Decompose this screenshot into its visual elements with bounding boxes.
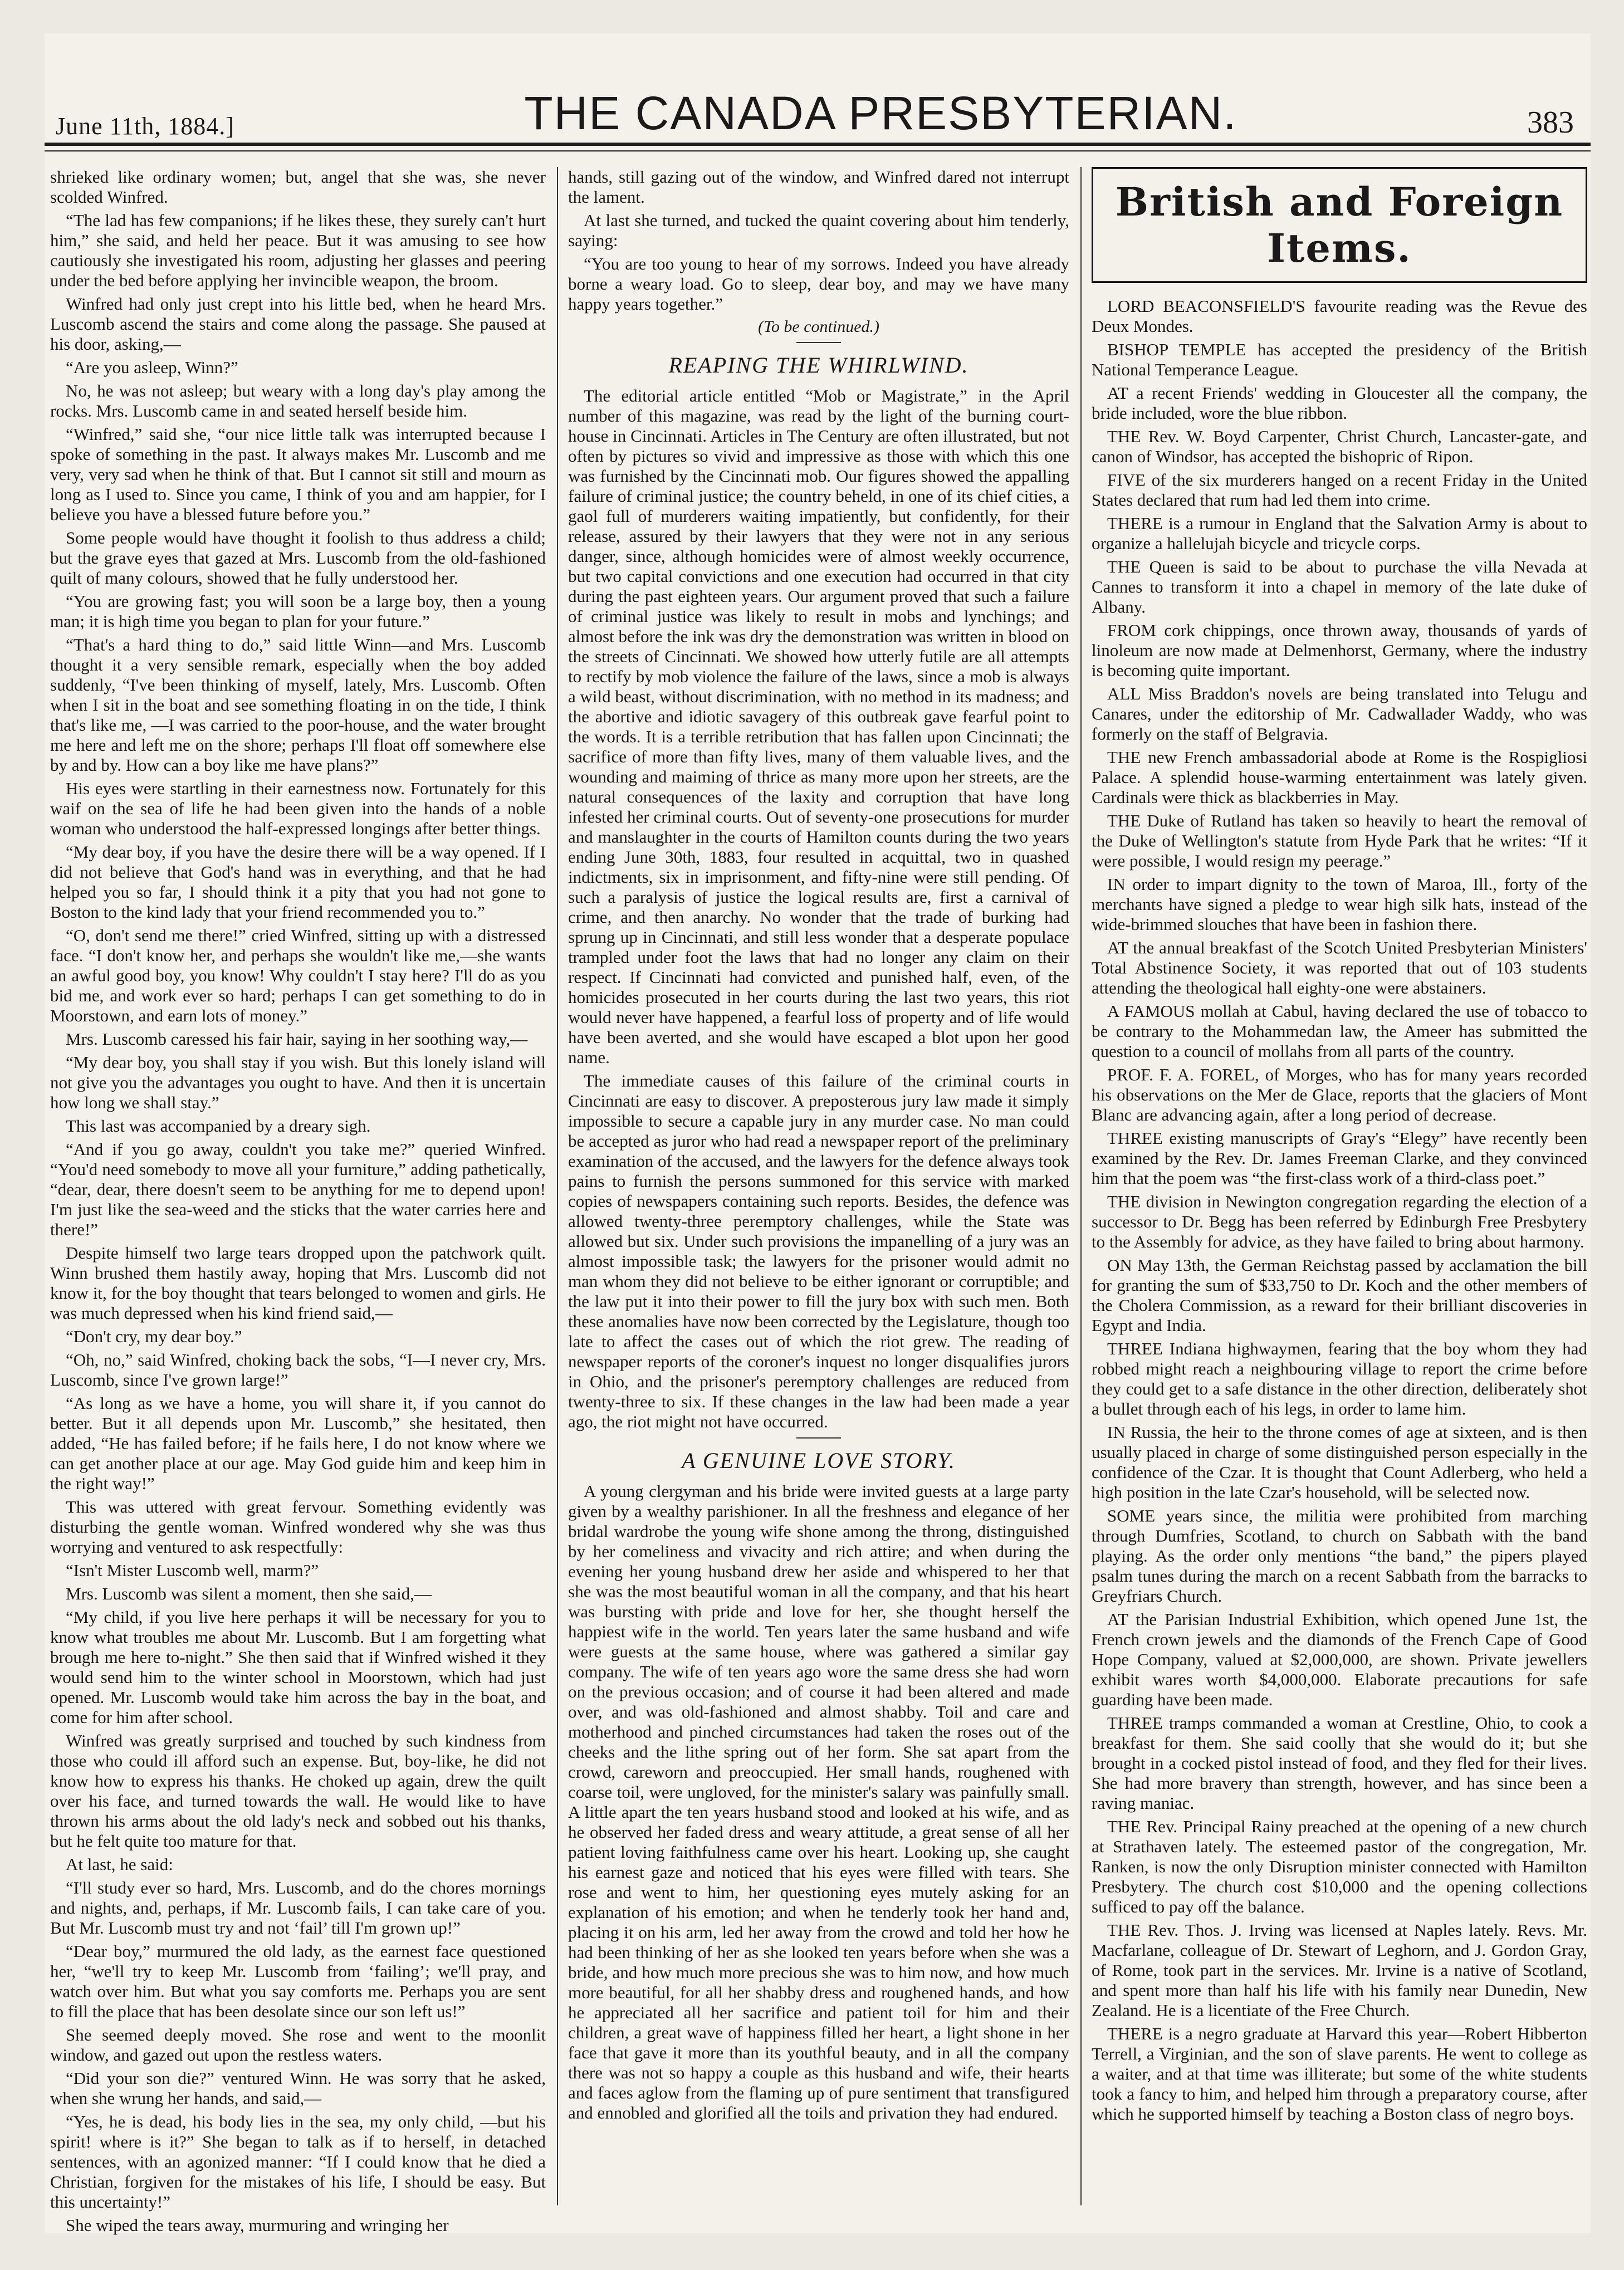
- paragraph: “Are you asleep, Winn?”: [66, 358, 238, 377]
- paragraph: “You are too young to hear of my sorrows. Indeed you have already borne a weary load. Go to sleep, dear boy, and may we have many happy years together.”: [568, 254, 1069, 314]
- paragraph: IN Russia, the heir to the throne comes of age at sixteen, and is then usually placed in charge of some distinguished person especially in the confidence of the Czar. It is thought that Count Adlerberg, who held a high position in the late Czar's household, will be selected now.: [1092, 1422, 1587, 1502]
- paragraph: AT the annual breakfast of the Scotch United Presbyterian Ministers' Total Abstinence Society, it was reported that out of 103 students attending the theological hall eighty-one were abstainers.: [1092, 938, 1587, 997]
- paragraph: THERE is a rumour in England that the Salvation Army is about to organize a hallelujah bicycle and tricycle corps.: [1092, 513, 1587, 553]
- paragraph: THREE tramps commanded a woman at Crestline, Ohio, to cook a breakfast for them. She said coolly that she would do it; but she brought in a cocked pistol instead of food, and they fled for their lives. She had more bravery than strength, however, and has since been a raving maniac.: [1092, 1713, 1587, 1813]
- paragraph: “And if you go away, couldn't you take me?” queried Winfred. “You'd need somebody to move all your furniture,” adding pathetically, “dear, dear, there doesn't seem to be anything for me to depend upon! I'm just like the sea-weed and the sticks that the water carries here and there!”: [50, 1139, 546, 1239]
- paragraph: THE Duke of Rutland has taken so heavily to heart the removal of the Duke of Wellington's statute from Hyde Park that he writes: “If it were possible, I would resign my peerage.”: [1092, 811, 1587, 870]
- paragraph: A young clergyman and his bride were invited guests at a large party given by a wealthy parishioner. In all the freshness and elegance of her bridal wardrobe the young wife shone among the throng, distinguished by her comeliness and vivacity and rich attire; and when during the evening her young husband drew her aside and whispered to her that she was the most beautiful woman in all the company, and that his heart was bursting with pride and love for her, she thought herself the happiest wife in the world. Ten years later the same husband and wife were guests at the same house, where was gathered a similar gay company. The wife of ten years ago wore the same dress she had worn on the previous occasion; and of course it had been altered and made over, and was old-fashioned and almost shabby. Toil and care and motherhood and pinched circumstances had taken the roses out of the cheeks and the lithe spring out of her form. She sat apart from the crowd, careworn and preoccupied. Her small hands, roughened with coarse toil, were ungloved, for the minister's salary was painfully small. A little apart the ten years husband stood and looked at his wife, and as he observed her faded dress and weary attitude, a great sense of all her patient loving faithfulness came over his heart. Looking up, she caught his earnest gaze and noticed that his eyes were filled with tears. She rose and went to him, her questioning eyes mutely asking for an explanation of his emotion; and when he tenderly took her hand and, placing it on his arm, led her away from the crowd and told her how he had been thinking of her as she looked ten years before when she was a bride, and how much more precious she was to him now, and how much more beautiful, for all her shabby dress and roughened hands, and how he appreciated all her sacrifice and patient toil for him and their children, a great wave of happiness filled her heart, a light shone in her face that gave it more than its youthful beauty, and in all the company there was not so happy a couple as this husband and wife, their hearts and faces aglow from the flaming up of pure sentiment that transfigured and ennobled and glorified all the toils and privation they had endured.: [568, 1481, 1069, 2122]
- paragraph: The immediate causes of this failure of the criminal courts in Cincinnati are easy to discover. A preposterous jury law made it simply impossible to secure a capable jury in any murder case. No man could be accepted as juror who had read a newspaper report of the preliminary examination of the accused, and the lawyers for the defence always took pains to furnish the persons summoned for this service with marked copies of newspapers containing such reports. Besides, the defence was allowed twenty-three peremptory challenges, while the State was allowed but six. Under such provisions the impanelling of a jury was an almost impossible task; the lawyers for the prisoner would admit no man whom they did not believe to be either ignorant or corruptible; and the law put it into their power to fill the jury box with such men. Both these anomalies have now been corrected by the Legislature, though too late to affect the cases out of which the riot grew. The reading of newspaper reports of the coroner's inquest no longer disqualifies jurors in Ohio, and the prisoner's peremptory challenges are reduced from twenty-three to six. If these changes in the law had been made a year ago, the riot might not have occurred.: [568, 1071, 1069, 1431]
- header-rule-thin: [45, 150, 1591, 151]
- paragraph: “Don't cry, my dear boy.”: [66, 1327, 242, 1346]
- paragraph: His eyes were startling in their earnestness now. Fortunately for this waif on the sea of life he had been given into the hands of a noble woman who understood the half-expressed longings after better things.: [50, 779, 546, 838]
- paragraph: AT a recent Friends' wedding in Gloucester all the company, the bride included, wore the blue ribbon.: [1092, 383, 1587, 423]
- paragraph: THE Queen is said to be about to purchase the villa Nevada at Cannes to transform it into a chapel in memory of the late duke of Albany.: [1092, 557, 1587, 617]
- paragraph: “That's a hard thing to do,” said little Winn—and Mrs. Luscomb thought it a very sensible remark, especially when the boy added suddenly, “I've been thinking of myself, lately, Mrs. Luscomb. Often when I sit in the boat and see something floating in on the tide, I think that's like me, —I was carried to the poor-house, and the water brought me here and left me on the shore; perhaps I'll float off somewhere else by and by. How can a boy like me have plans?”: [50, 635, 546, 775]
- paragraph: PROF. F. A. FOREL, of Morges, who has for many years recorded his observations on the Mer de Glace, reports that the glaciers of Mont Blanc are advancing again, after a long period of decrease.: [1092, 1065, 1587, 1124]
- paragraph: THE division in Newington congregation regarding the election of a successor to Dr. Begg has been referred by Edinburgh Free Presbytery to the Assembly for advice, as they have failed to bring about harmony.: [1092, 1192, 1587, 1251]
- paragraph: This last was accompanied by a dreary sigh.: [66, 1116, 371, 1136]
- news-items-list: [1092, 296, 1587, 2124]
- paragraph: IN order to impart dignity to the town of Maroa, Ill., forty of the merchants have signed a pledge to wear high silk hats, instead of the wide-brimmed slouches that have been in fashion there.: [1092, 874, 1587, 934]
- paragraph: FIVE of the six murderers hanged on a recent Friday in the United States declared that rum had led them into crime.: [1092, 470, 1587, 510]
- paragraph: FROM cork chippings, once thrown away, thousands of yards of linoleum are now made at Delmenhorst, Germany, where the industry is becoming quite important.: [1092, 620, 1587, 680]
- paragraph: “My child, if you live here perhaps it will be necessary for you to know what troubles me about Mr. Luscomb. But I am forgetting what brough me here to-night.” She then said that if Winfred wished it they would send him to the winter school in Moorstown, which had just opened. Mr. Luscomb would take him across the bay in the boat, and come for him after school.: [50, 1607, 546, 1727]
- header-rule: [45, 143, 1591, 146]
- serial-story-end: [568, 167, 1069, 314]
- column-left-story: [50, 167, 546, 2235]
- paragraph: SOME years since, the militia were prohibited from marching through Dumfries, Scotland, to church on Sabbath with the band playing. As the order only mentions “the band,” the pipers played psalm tunes during the march on a recent Sabbath from the barracks to Greyfriars Church.: [1092, 1506, 1587, 1606]
- section-banner: British and Foreign Items.: [1092, 167, 1587, 283]
- paragraph: Mrs. Luscomb was silent a moment, then she said,—: [66, 1584, 432, 1603]
- column-middle: [568, 167, 1069, 2205]
- column-right-items: [1092, 167, 1587, 2205]
- paragraph: “Oh, no,” said Winfred, choking back the sobs, “I—I never cry, Mrs. Luscomb, since I've grown large!”: [50, 1350, 546, 1390]
- paragraph: The editorial article entitled “Mob or Magistrate,” in the April number of this magazine, was read by the light of the burning court-house in Cincinnati. Articles in The Century are often illustrated, but not often by pictures so vivid and impressive as those with which this one was furnished by the Cincinnati mob. Our figures showed the appalling failure of criminal justice; the country beheld, in one of its chief cities, a gaol full of murderers waiting impatiently, but confidently, for their release, assured by their lawyers that they were not in any serious danger, since, although homicides were of almost weekly occurrence, but two capital convictions and one execution had occurred in that city during the past eighteen years. Our argument proved that such a failure of criminal justice was likely to result in mobs and lynchings; and almost before the ink was dry the demonstration was written in blood on the streets of Cincinnati. We showed how utterly futile are all attempts to rectify by mob violence the failure of the laws, since a mob is always a wild beast, without discrimination, with no method in its madness; and the abortive and idiotic savagery of this outbreak gave fearful point to the words. It is a terrible retribution that has fallen upon Cincinnati; the sacrifice of more than fifty lives, many of them valuable lives, and the wounding and maiming of thrice as many more upon her streets, are the natural consequences of the laxity and corruption that have long infested her criminal courts. Out of seventy-one prosecutions for murder and manslaughter in the courts of Hamilton counts during the two years ending June 30th, 1883, four resulted in acquittal, two in quashed indictments, six in imprisonment, and fifty-nine were still pending. Of such a paralysis of justice the logical results are, first a carnival of crime, and then anarchy. No wonder that the trade of burking had sprung up in Cincinnati, and still less wonder that a desperate populace trampled under foot the laws that had no longer any claim on their respect. If Cincinnati had convicted and punished half, even, of the homicides prosecuted in her courts during the last two years, this riot would never have happened, a fearful loss of property and of life would have been averted, and she would have escaped a blot upon her good name.: [568, 386, 1069, 1067]
- paragraph: hands, still gazing out of the window, and Winfred dared not interrupt the lament.: [568, 167, 1069, 207]
- paragraph: “Isn't Mister Luscomb well, marm?”: [66, 1560, 319, 1580]
- paragraph: Winfred had only just crept into his little bed, when he heard Mrs. Luscomb ascend the stairs and come along the passage. She paused at his door, asking,—: [50, 294, 546, 354]
- paragraph: A FAMOUS mollah at Cabul, having declared the use of tobacco to be contrary to the Mohammedan law, the Ameer has submitted the question to a council of mollahs from all parts of the country.: [1092, 1001, 1587, 1061]
- section-divider: [796, 342, 841, 343]
- paragraph: “Yes, he is dead, his body lies in the sea, my only child, —but his spirit! where is it?” She began to talk as if to herself, in detached sentences, with an agonized manner: “If I could know that he died a Christian, forgiven for the mistakes of his life, I should be easy. But this uncertainty!”: [50, 2112, 546, 2212]
- paragraph: AT the Parisian Industrial Exhibition, which opened June 1st, the French crown jewels and the diamonds of the French Cape of Good Hope Company, valued at $2,000,000, are shown. Private jewellers exhibit wares worth $4,000,000. Elaborate precautions for safe guarding have been made.: [1092, 1609, 1587, 1709]
- paragraph: Winfred was greatly surprised and touched by such kindness from those who could ill afford such an expense. But, boy-like, he did not know how to express his thanks. He choked up again, drew the quilt over his face, and turned towards the wall. He would like to have thrown his arms about the old lady's neck and sobbed out his thanks, but he felt quite too mature for that.: [50, 1731, 546, 1851]
- section-divider: [796, 1437, 841, 1439]
- paragraph: “You are growing fast; you will soon be a large boy, then a young man; it is high time you began to plan for your future.”: [50, 591, 546, 631]
- paragraph: She seemed deeply moved. She rose and went to the moonlit window, and gazed out upon the restless waters.: [50, 2025, 546, 2064]
- paragraph: THE Rev. W. Boyd Carpenter, Christ Church, Lancaster-gate, and canon of Windsor, has accepted the bishopric of Ripon.: [1092, 427, 1587, 466]
- paragraph: “Dear boy,” murmured the old lady, as the earnest face questioned her, “we'll try to keep Mr. Luscomb from ‘failing’; we'll pray, and watch over him. But what you say comforts me. Perhaps you are sent to fill the place that has been desolate since our son left us!”: [50, 1941, 546, 2021]
- column-divider: [1080, 167, 1082, 2205]
- paragraph: shrieked like ordinary women; but, angel that she was, she never scolded Winfred.: [50, 167, 546, 207]
- paragraph: BISHOP TEMPLE has accepted the presidency of the British National Temperance League.: [1092, 340, 1587, 379]
- paragraph: “Did your son die?” ventured Winn. He was sorry that he asked, when she wrung her hands, and said,—: [50, 2068, 546, 2108]
- paragraph: Mrs. Luscomb caressed his fair hair, saying in her soothing way,—: [66, 1029, 528, 1049]
- paragraph: “O, don't send me there!” cried Winfred, sitting up with a distressed face. “I don't know her, and perhaps she wouldn't like me,—she wants an awful good boy, you know! Why couldn't I stay here? I'll do as you bid me, and work ever so hard; perhaps I can get something to do in Moorstown, and earn lots of money.”: [50, 926, 546, 1025]
- paragraph: Despite himself two large tears dropped upon the patchwork quilt. Winn brushed them hastily away, hoping that Mrs. Luscomb did not know it, for the boy thought that tears belonged to women and girls. He was much depressed when his kind friend said,—: [50, 1243, 546, 1323]
- paragraph: LORD BEACONSFIELD'S favourite reading was the Revue des Deux Mondes.: [1092, 296, 1587, 336]
- paragraph: THREE existing manuscripts of Gray's “Elegy” have recently been examined by the Rev. Dr. James Freeman Clarke, and they convinced him that the poem was “the first-class work of a third-class poet.”: [1092, 1128, 1587, 1188]
- paragraph: THERE is a negro graduate at Harvard this year—Robert Hibberton Terrell, a Virginian, and the son of slave parents. He went to college as a waiter, and at that time was illiterate; but some of the white students took a fancy to him, and helped him through a preparatory course, after which he supported himself by teaching a Boston class of negro boys.: [1092, 2024, 1587, 2124]
- masthead: [45, 57, 1591, 140]
- paragraph: ON May 13th, the German Reichstag passed by acclamation the bill for granting the sum of $33,750 to Dr. Koch and the other members of the Cholera Commission, as a reward for their brilliant discoveries in Egypt and India.: [1092, 1255, 1587, 1335]
- newspaper-title: THE CANADA PRESBYTERIAN.: [524, 87, 1237, 139]
- article-title-reaping: REAPING THE WHIRLWIND.: [668, 353, 969, 378]
- paragraph: THE Rev. Principal Rainy preached at the opening of a new church at Strathaven lately. The esteemed pastor of the congregation, Mr. Ranken, is now the only Disruption minister connected with Hamilton Presbytery. The church cost $10,000 and the opening collections sufficed to pay off the balance.: [1092, 1817, 1587, 1916]
- paragraph: She wiped the tears away, murmuring and wringing her: [66, 2215, 449, 2235]
- newspaper-page: [45, 33, 1591, 2233]
- paragraph: “I'll study ever so hard, Mrs. Luscomb, and do the chores mornings and nights, and, perhaps, if Mr. Luscomb fails, I can take care of you. But Mr. Luscomb must try and not ‘fail’ till I'm grown up!”: [50, 1878, 546, 1938]
- paragraph: “As long as we have a home, you will share it, if you cannot do better. But it all depends upon Mr. Luscomb,” she hesitated, then added, “He has failed before; if he fails here, I do not know where we can get another place at our age. May God guide him and keep him in the right way!”: [50, 1393, 546, 1493]
- article-genuine-love-story: [568, 1481, 1069, 2123]
- paragraph: THE new French ambassadorial abode at Rome is the Rospigliosi Palace. A splendid house-warming entertainment was lately given. Cardinals were thick as blackberries in May.: [1092, 747, 1587, 807]
- paragraph: “My dear boy, if you have the desire there will be a way opened. If I did not believe that God's hand was in everything, and that he had helped you so far, I should think it a pity that you had not gone to Boston to the kind lady that your friend recommended you to.”: [50, 842, 546, 922]
- article-reaping-whirlwind: [568, 386, 1069, 1432]
- paragraph: “The lad has few companions; if he likes these, they surely can't hurt him,” she said, and held her peace. But it was amusing to see how cautiously she investigated his room, adjusting her glasses and peering under the bed before applying her invincible weapon, the broom.: [50, 211, 546, 290]
- column-divider: [557, 167, 558, 2205]
- paragraph: At last, he said:: [66, 1855, 173, 1874]
- article-title-love: A GENUINE LOVE STORY.: [682, 1448, 956, 1473]
- paragraph: At last she turned, and tucked the quaint covering about him tenderly, saying:: [568, 211, 1069, 250]
- paragraph: This was uttered with great fervour. Something evidently was disturbing the gentle woman. Winfred wondered why she was thus worrying and ventured to ask respectfully:: [50, 1497, 546, 1557]
- paragraph: THE Rev. Thos. J. Irving was licensed at Naples lately. Revs. Mr. Macfarlane, colleague of Dr. Stewart of Leghorn, and J. Gordon Gray, of Rome, took part in the services. Mr. Irvine is a native of Scotland, and spent more than half his life with his family near Dunedin, New Zealand. He is a licentiate of the Free Church.: [1092, 1920, 1587, 2020]
- to-be-continued: (To be continued.): [757, 317, 880, 336]
- paragraph: ALL Miss Braddon's novels are being translated into Telugu and Canares, under the editorship of Mr. Cadwallader Waddy, who was formerly on the staff of Belgravia.: [1092, 684, 1587, 743]
- paragraph: THREE Indiana highwaymen, fearing that the boy whom they had robbed might reach a neighbouring village to report the crime before they could get to a safe distance in the other direction, deliberately shot a bullet through each of his legs, in order to lame him.: [1092, 1339, 1587, 1418]
- paragraph: No, he was not asleep; but weary with a long day's play among the rocks. Mrs. Luscomb came in and seated herself beside him.: [50, 381, 546, 420]
- page-number: 383: [1527, 105, 1574, 140]
- issue-date: June 11th, 1884.]: [56, 112, 234, 140]
- paragraph: Some people would have thought it foolish to thus address a child; but the grave eyes that gazed at Mrs. Luscomb from the old-fashioned quilt of many colours, showed that he fully understood her.: [50, 528, 546, 588]
- paragraph: “Winfred,” said she, “our nice little talk was interrupted because I spoke of something in the past. It always makes Mr. Luscomb and me very, very sad when he think of that. But I cannot sit still and mourn as long as I used to. Since you came, I think of you and am happier, for I believe you have a blessed future before you.”: [50, 424, 546, 524]
- paragraph: “My dear boy, you shall stay if you wish. But this lonely island will not give you the advantages you ought to have. And then it is uncertain how long we shall stay.”: [50, 1053, 546, 1112]
